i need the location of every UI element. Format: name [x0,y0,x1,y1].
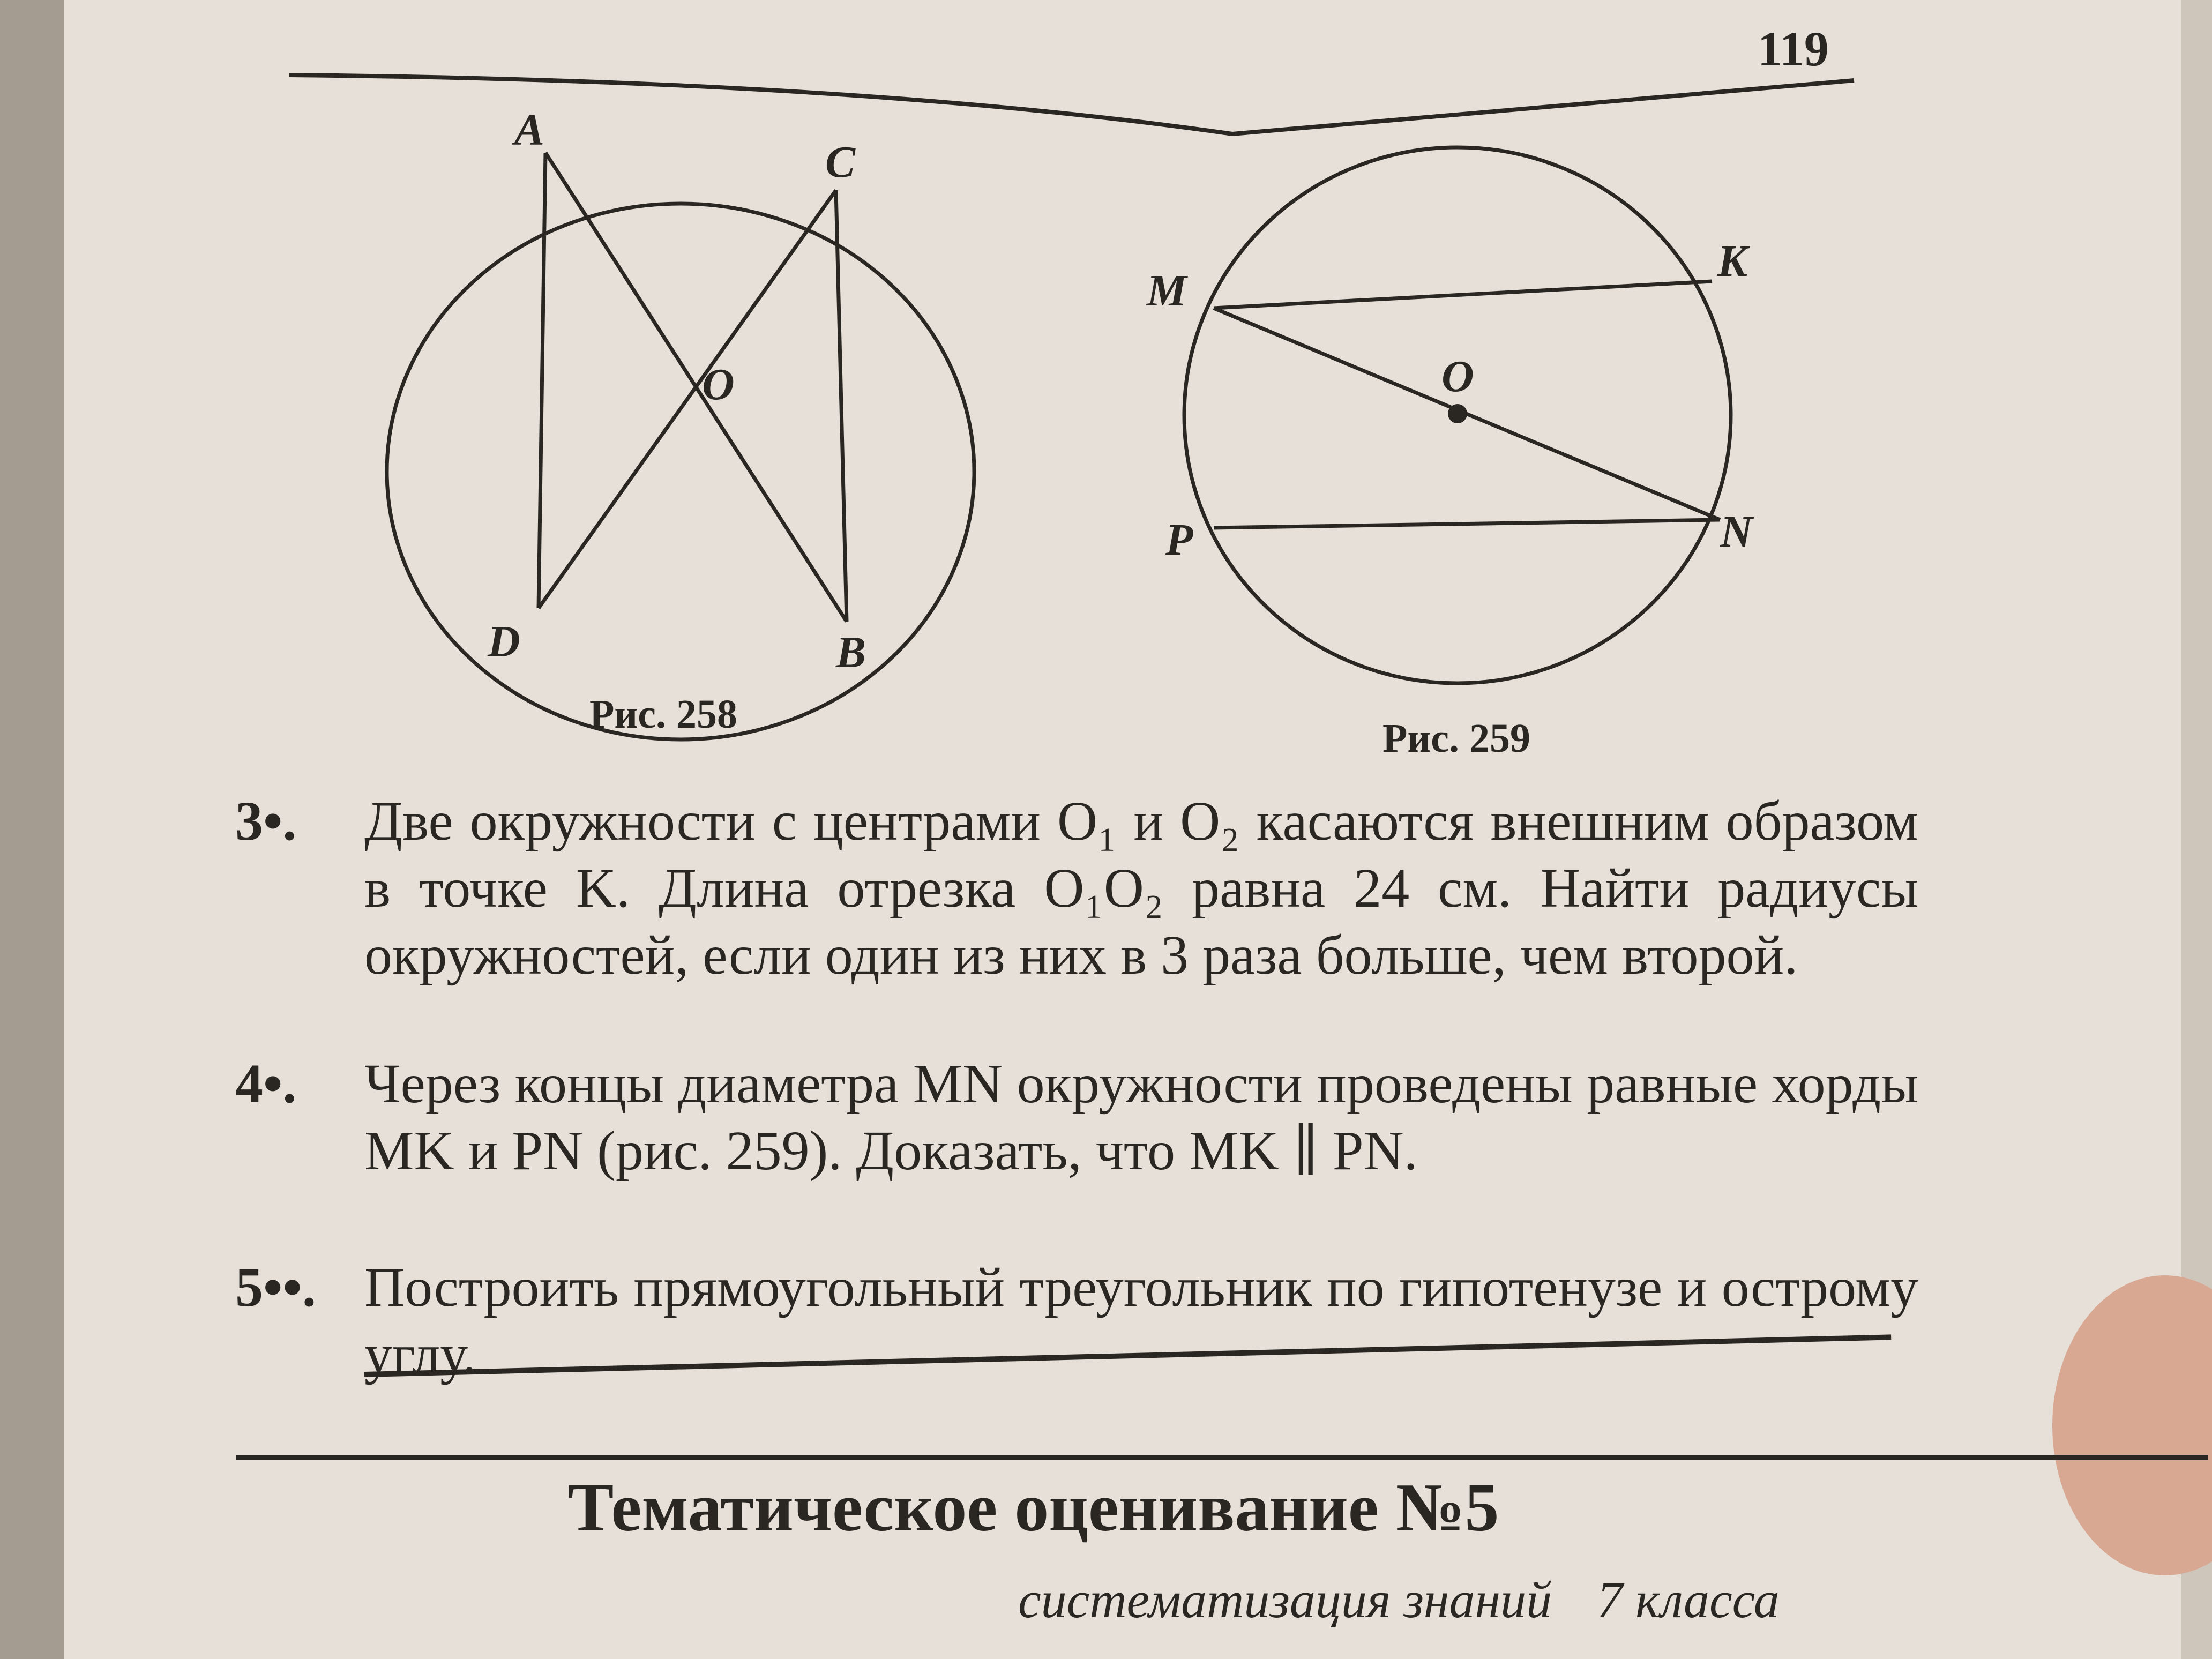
problem-5 [236,1254,1918,1388]
center-O-259 [1448,404,1467,423]
problem-4 [236,1050,1918,1184]
section-subtitle [1018,1570,1780,1630]
problem-number: 4•. [235,1053,297,1115]
page-number: 119 [1758,21,1829,76]
chord-CB [836,190,847,622]
figures [0,0,2212,804]
caption-259: Рис. 259 [1382,716,1530,761]
label-M: M [1147,266,1187,316]
section-subtitle-text: систематизация знаний [1018,1571,1552,1628]
chord-AD [539,153,545,608]
figure-259 [1146,147,1754,683]
problem-3 [236,788,1918,989]
label-B: B [836,627,866,677]
label-O-258: O [702,360,735,409]
section-title: Тематическое оценивание №5 [568,1469,1499,1545]
label-P: P [1165,515,1193,565]
thumb [2052,1275,2212,1575]
label-C: C [825,137,856,187]
problem-text: Построить прямоугольный треугольник по гипотенузе и острому углу. [364,1257,1918,1385]
caption-258: Рис. 258 [589,692,737,737]
chord-CD [539,190,836,608]
label-D: D [488,617,520,667]
label-O-259: O [1441,352,1474,401]
label-A: A [514,105,545,155]
chord-PN [1214,520,1720,528]
problem-text: Через концы диаметра MN окружности проведены равные хорды MK и PN (рис. 259). Доказать, что MK ∥ PN. [364,1053,1918,1182]
section-rule [236,1455,2208,1460]
chord-MK [1214,281,1712,308]
problem-number: 3•. [235,790,297,852]
problem-number: 5••. [235,1257,316,1318]
figure-258 [387,105,974,739]
problem-text: Две окружности с центрами O₁ и O₂ касаются внешним образом в точке K. Длина отрезка O₁O₂ равна 24 см. Найти радиусы окружностей, если один из них в 3 раза больше, чем второй. [364,790,1918,986]
circle-258 [387,204,974,739]
label-K: K [1717,236,1748,286]
label-N: N [1720,507,1753,557]
section-subtitle-tail: 7 класса [1597,1571,1780,1628]
